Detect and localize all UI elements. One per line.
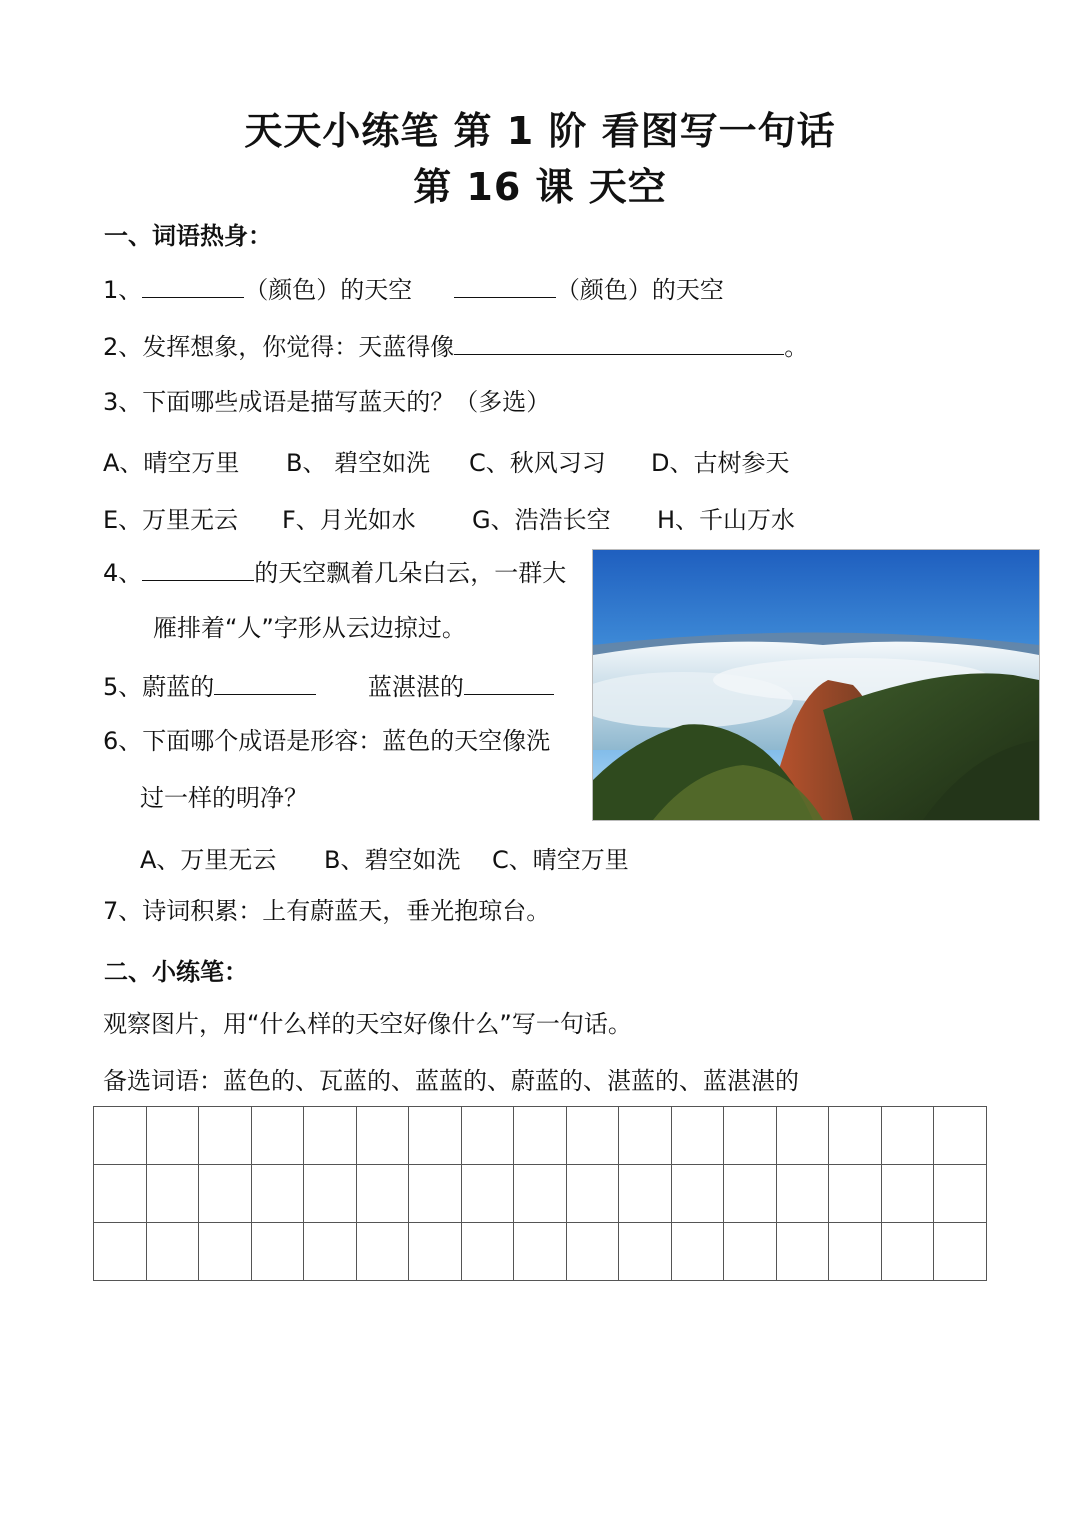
question-5-a: 5、蔚蓝的 <box>103 673 215 701</box>
grid-cell[interactable] <box>199 1165 252 1223</box>
grid-cell[interactable] <box>567 1107 620 1165</box>
writing-grid[interactable] <box>93 1106 987 1281</box>
answer-blank-5b[interactable] <box>464 670 554 695</box>
q6-option-a[interactable]: A、万里无云 <box>140 846 277 874</box>
q3-option-d[interactable]: D、古树参天 <box>651 449 790 477</box>
question-4 <box>103 556 566 588</box>
grid-cell[interactable] <box>672 1165 725 1223</box>
grid-cell[interactable] <box>934 1165 987 1223</box>
grid-cell[interactable] <box>672 1107 725 1165</box>
grid-cell[interactable] <box>567 1223 620 1281</box>
question-3: 3、下面哪些成语是描写蓝天的？（多选） <box>103 388 551 416</box>
grid-cell[interactable] <box>882 1223 935 1281</box>
answer-blank-1a[interactable] <box>142 273 244 298</box>
section-practice-heading: 二、小练笔： <box>104 958 248 986</box>
grid-cell[interactable] <box>147 1107 200 1165</box>
grid-cell[interactable] <box>514 1107 567 1165</box>
word-bank: 备选词语：蓝色的、瓦蓝的、蓝蓝的、蔚蓝的、湛蓝的、蓝湛湛的 <box>103 1067 799 1095</box>
landscape-photo-icon <box>592 549 1040 821</box>
grid-cell[interactable] <box>567 1165 620 1223</box>
grid-cell[interactable] <box>147 1165 200 1223</box>
grid-cell[interactable] <box>94 1165 147 1223</box>
grid-cell[interactable] <box>724 1107 777 1165</box>
grid-cell[interactable] <box>619 1107 672 1165</box>
question-2-end: 。 <box>784 333 809 361</box>
section-warmup-heading: 一、词语热身： <box>104 222 272 250</box>
grid-cell[interactable] <box>409 1165 462 1223</box>
lesson-title: 第 16 课 天空 <box>413 165 667 209</box>
grid-cell[interactable] <box>882 1107 935 1165</box>
grid-cell[interactable] <box>304 1107 357 1165</box>
grid-cell[interactable] <box>829 1165 882 1223</box>
grid-cell[interactable] <box>357 1107 410 1165</box>
grid-cell[interactable] <box>304 1223 357 1281</box>
grid-cell[interactable] <box>619 1223 672 1281</box>
grid-cell[interactable] <box>672 1223 725 1281</box>
grid-cell[interactable] <box>777 1223 830 1281</box>
q3-option-g[interactable]: G、浩浩长空 <box>472 506 611 534</box>
grid-cell[interactable] <box>829 1107 882 1165</box>
grid-cell[interactable] <box>514 1223 567 1281</box>
question-1-number: 1、 <box>103 276 143 304</box>
grid-cell[interactable] <box>252 1165 305 1223</box>
grid-cell[interactable] <box>409 1223 462 1281</box>
grid-cell[interactable] <box>829 1223 882 1281</box>
practice-instruction: 观察图片，用“什么样的天空好像什么”写一句话。 <box>103 1010 632 1038</box>
question-2-text: 2、发挥想象，你觉得：天蓝得像 <box>103 333 455 361</box>
q6-option-c[interactable]: C、晴空万里 <box>492 846 629 874</box>
grid-cell[interactable] <box>724 1165 777 1223</box>
question-4-number: 4、 <box>103 559 143 587</box>
grid-cell[interactable] <box>199 1107 252 1165</box>
q3-option-e[interactable]: E、万里无云 <box>103 506 239 534</box>
grid-cell[interactable] <box>304 1165 357 1223</box>
q3-option-f[interactable]: F、月光如水 <box>282 506 416 534</box>
grid-cell[interactable] <box>934 1107 987 1165</box>
grid-cell[interactable] <box>199 1223 252 1281</box>
grid-cell[interactable] <box>252 1223 305 1281</box>
grid-cell[interactable] <box>409 1107 462 1165</box>
question-5 <box>103 670 554 702</box>
grid-cell[interactable] <box>777 1107 830 1165</box>
q3-option-h[interactable]: H、千山万水 <box>657 506 796 534</box>
grid-cell[interactable] <box>462 1223 515 1281</box>
grid-cell[interactable] <box>462 1107 515 1165</box>
grid-cell[interactable] <box>462 1165 515 1223</box>
question-6: 6、下面哪个成语是形容：蓝色的天空像洗 <box>103 727 551 755</box>
question-4-line2: 雁排着“人”字形从云边掠过。 <box>153 614 466 642</box>
grid-cell[interactable] <box>619 1165 672 1223</box>
grid-cell[interactable] <box>882 1165 935 1223</box>
q3-option-a[interactable]: A、晴空万里 <box>103 449 240 477</box>
grid-cell[interactable] <box>147 1223 200 1281</box>
answer-blank-4[interactable] <box>142 556 254 581</box>
grid-cell[interactable] <box>724 1223 777 1281</box>
grid-cell[interactable] <box>514 1165 567 1223</box>
grid-cell[interactable] <box>934 1223 987 1281</box>
worksheet-title: 天天小练笔 第 1 阶 看图写一句话 <box>244 109 836 153</box>
q6-option-b[interactable]: B、碧空如洗 <box>324 846 461 874</box>
grid-cell[interactable] <box>94 1223 147 1281</box>
grid-cell[interactable] <box>777 1165 830 1223</box>
grid-cell[interactable] <box>252 1107 305 1165</box>
grid-cell[interactable] <box>357 1165 410 1223</box>
question-2 <box>103 330 808 362</box>
answer-blank-1b[interactable] <box>454 273 556 298</box>
question-1-part1: （颜色）的天空 <box>244 276 413 304</box>
question-4-text: 的天空飘着几朵白云，一群大 <box>254 559 567 587</box>
grid-cell[interactable] <box>357 1223 410 1281</box>
question-5-b: 蓝湛湛的 <box>367 673 464 701</box>
q3-option-b[interactable]: B、 碧空如洗 <box>286 449 431 477</box>
q3-option-c[interactable]: C、秋风习习 <box>469 449 606 477</box>
question-6-line2: 过一样的明净？ <box>140 784 308 812</box>
question-7: 7、诗词积累：上有蔚蓝天，垂光抱琼台。 <box>103 897 551 925</box>
question-1-part2: （颜色）的天空 <box>555 276 724 304</box>
answer-blank-2[interactable] <box>454 330 784 355</box>
answer-blank-5a[interactable] <box>214 670 316 695</box>
grid-cell[interactable] <box>94 1107 147 1165</box>
question-1 <box>103 273 724 305</box>
